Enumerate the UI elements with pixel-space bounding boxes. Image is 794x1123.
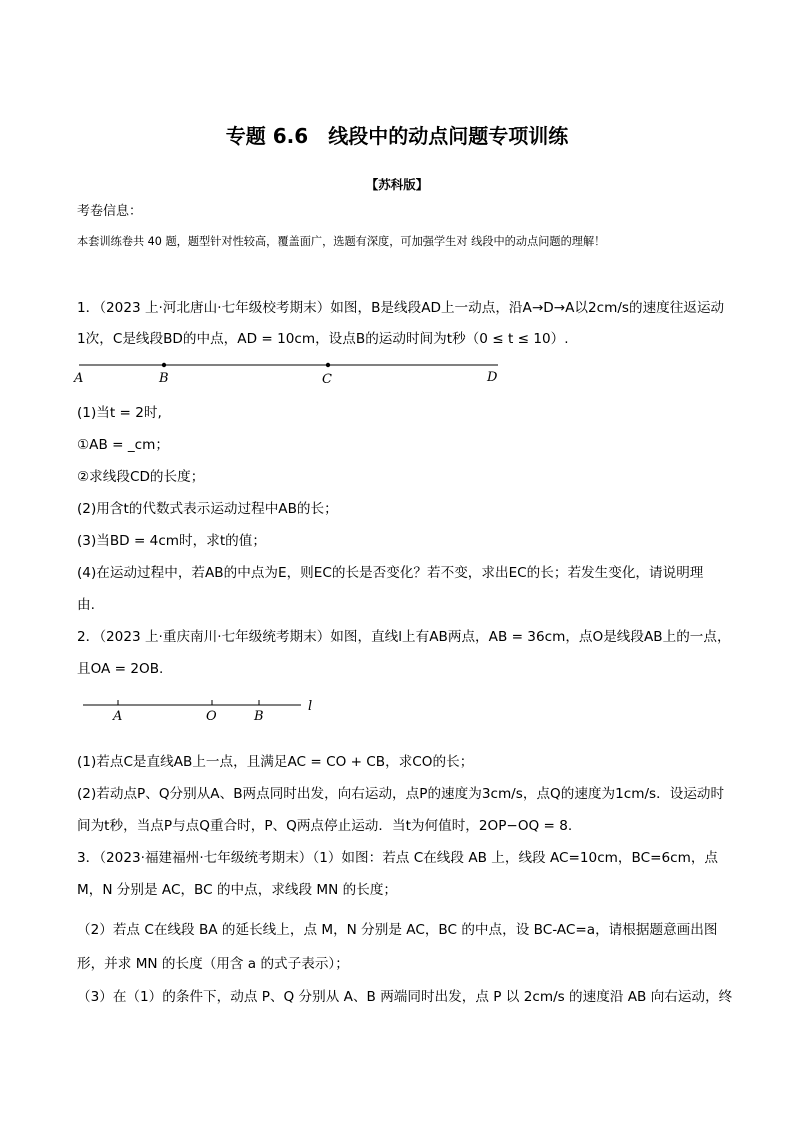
q1-part4-line2: 由. [77, 597, 95, 613]
q1-part1: (1)当t = 2时, [77, 405, 162, 421]
q1-label-d: D [487, 370, 498, 385]
q1-part4-line1: (4)在运动过程中，若AB的中点为E，则EC的长是否变化？若不变，求出EC的长；若发生变化，请说明理 [77, 565, 704, 581]
q2-label-a: A [113, 709, 123, 724]
q3-part3-line1: （3）在（1）的条件下，动点 P、Q 分别从 A、B 两端同时出发，点 P 以 2cm/s 的速度沿 AB 向右运动，终 [77, 989, 733, 1005]
edition-label: 【苏科版】 [365, 177, 429, 192]
q1-point-b [162, 363, 166, 367]
q1-part3: (3)当BD = 4cm时，求t的值； [77, 533, 266, 549]
q2-part1: (1)若点C是直线AB上一点，且满足AC = CO + CB，求CO的长； [77, 754, 474, 770]
q3-stem-line1: 3．（2023·福建福州·七年级统考期末）（1）如图：若点 C在线段 AB 上，线段 AC=10cm，BC=6cm，点 [77, 850, 719, 866]
q2-stem-line2: 且OA = 2OB. [77, 661, 164, 677]
q1-part1a: ①AB = _cm； [77, 437, 169, 453]
q1-label-a: A [74, 371, 84, 386]
q2-part2-line2: 间为t秒，当点P与点Q重合时，P、Q两点停止运动．当t为何值时，2OP−OQ = 8. [77, 818, 573, 834]
q3-part2-line2: 形，并求 MN 的长度（用含 a 的式子表示）； [77, 956, 349, 972]
q1-label-b: B [159, 371, 169, 386]
q1-point-c [326, 363, 330, 367]
intro-text: 本套训练卷共 40 题，题型针对性较高，覆盖面广，选题有深度，可加强学生对 线段中的动点问题的理解！ [77, 235, 606, 248]
q1-figure [70, 356, 510, 386]
q2-label-l: l [308, 699, 313, 714]
q2-part2-line1: (2)若动点P、Q分别从A、B两点同时出发，向右运动，点P的速度为3cm/s，点Q的速度为1cm/s．设运动时 [77, 786, 725, 802]
q1-stem-line1: 1．（2023 上·河北唐山·七年级校考期末）如图，B是线段AD上一动点，沿A→D→A以2cm/s的速度往返运动 [77, 300, 725, 316]
q1-part1b: ②求线段CD的长度； [77, 469, 205, 485]
q3-part2-line1: （2）若点 C在线段 BA 的延长线上，点 M，N 分别是 AC，BC 的中点，设 BC-AC=a，请根据题意画出图 [77, 922, 718, 938]
q1-stem-line2: 1次，C是线段BD的中点，AD = 10cm，设点B的运动时间为t秒（0 ≤ t ≤ 10）. [77, 331, 569, 347]
q2-figure [75, 696, 335, 726]
q1-label-c: C [322, 372, 332, 386]
q2-label-o: O [206, 709, 217, 724]
q1-part2: (2)用含t的代数式表示运动过程中AB的长； [77, 501, 338, 517]
q2-label-b: B [254, 709, 264, 724]
page-title: 专题 6.6 线段中的动点问题专项训练 [225, 124, 569, 148]
q2-stem-line1: 2．（2023 上·重庆南川·七年级统考期末）如图，直线l上有AB两点，AB = 36cm，点O是线段AB上的一点， [77, 629, 731, 645]
exam-info-label: 考卷信息： [77, 204, 143, 219]
q3-stem-line2: M，N 分别是 AC，BC 的中点，求线段 MN 的长度； [77, 882, 398, 898]
